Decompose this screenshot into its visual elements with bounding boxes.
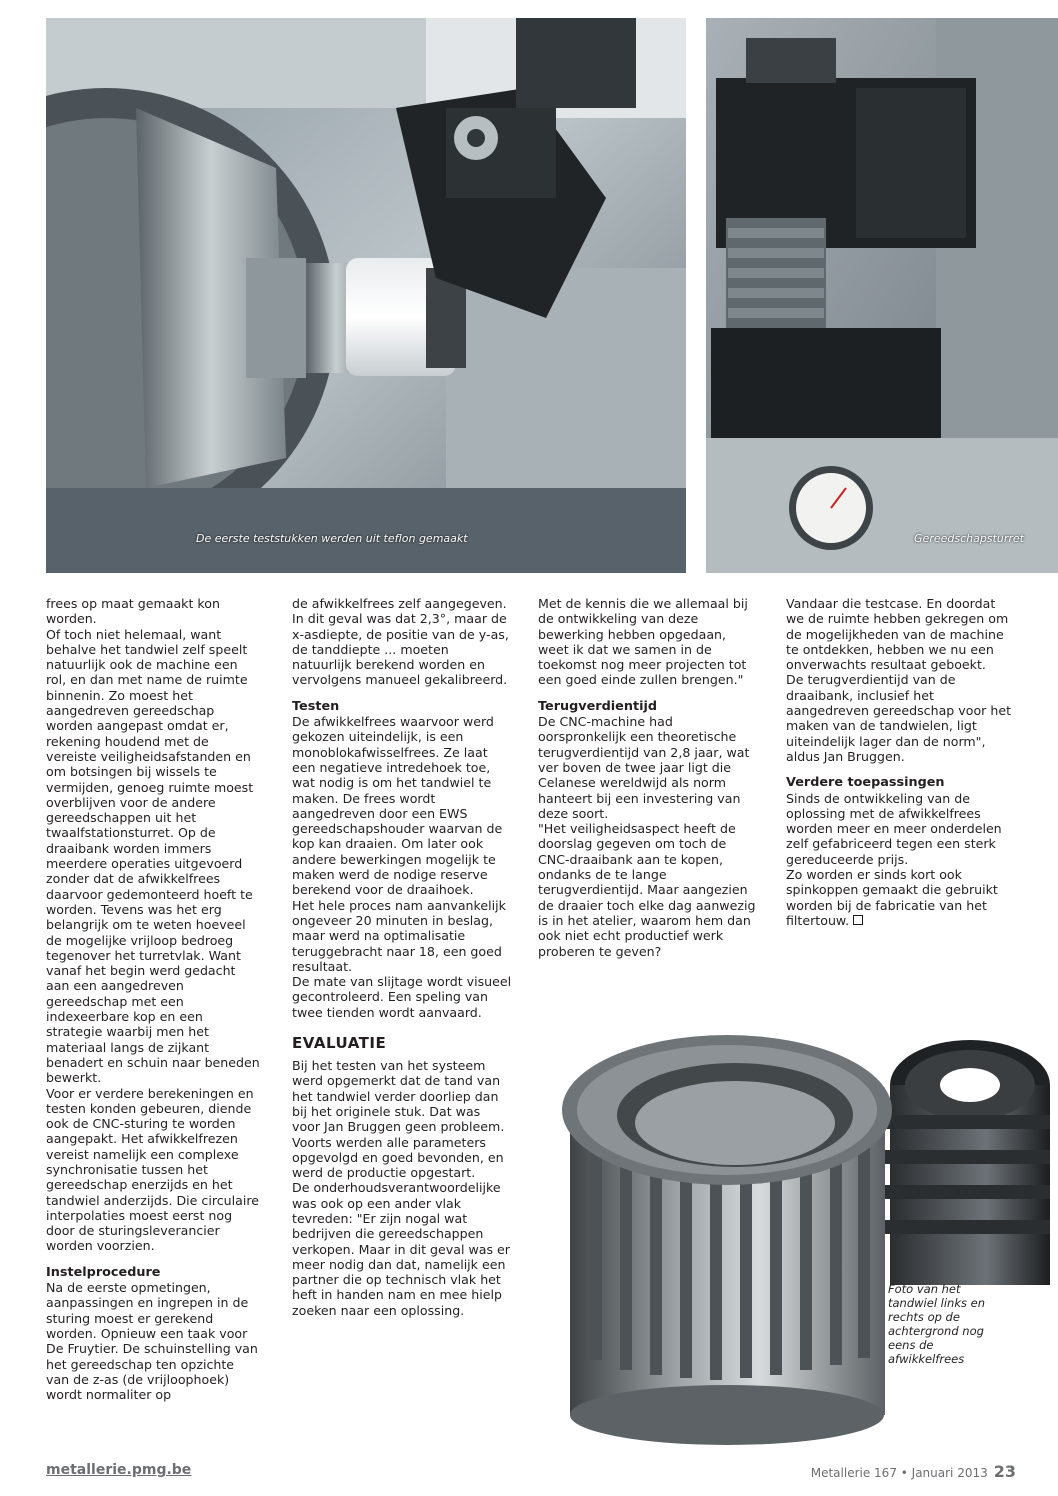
column-2	[292, 596, 512, 1318]
col3-paragraph-2: De CNC-machine had oorspronkelijk een theoretische terugverdientijd van 2,8 jaar, wat ver boven de twee jaar ligt die Celanese wereldwijd als norm hanteert bij een investering van deze soort.	[538, 714, 750, 821]
end-mark-icon	[853, 915, 863, 925]
col4-paragraph-3: Sinds de ontwikkeling van de oplossing met de afwikkelfrees worden meer en meer onderdelen zelf gefabriceerd tegen een sterk gereduceerde prijs.	[786, 790, 1002, 867]
photo-turret-caption: Gereedschapsturret	[914, 532, 1024, 545]
col3-paragraph-1: Met de kennis die we allemaal bij de ontwikkeling van deze bewerking hebben opgedaan, weet ik dat we samen in de toekomst nog meer projecten tot een goed einde zullen brengen."	[538, 596, 748, 688]
col1-paragraph-3: Voor er verdere berekeningen en testen konden gebeuren, diende ook de CNC-sturing te worden aangepakt. Het afwikkelfrezen vereist namelijk een complexe synchronisatie tussen het gereedschap enerzijds en het tandwiel anderzijds. Die circulaire interpolaties moest eerst nog door de sturingsleverancier worden voorzien.	[46, 1085, 260, 1254]
col1-paragraph-4: Na de eerste opmetingen, aanpassingen en ingrepen in de sturing moest er gerekend worden. Opnieuw een taak voor De Fruytier. De schuinstelling van het gereedschap ten opzichte van de z-as (de vrijloophoek) wordt normaliter op	[46, 1280, 258, 1403]
heading-instelprocedure: Instelprocedure	[46, 1264, 161, 1280]
photo-gear	[540, 1005, 1058, 1445]
col2-paragraph-2: De afwikkelfrees waarvoor werd gekozen uiteindelijk, is een monoblokafwisselfrees. Ze laat een negatieve intredehoek toe, wat nodig is om het tandwiel te maken. De frees wordt aangedreven door een EWS gereedschapshouder waarvan de kop kan draaien. Om later ook andere bewerkingen mogelijk te maken werd de nodige reserve berekend voor de draaihoek.	[292, 714, 503, 898]
lathe-chuck-photo	[46, 18, 686, 573]
heading-verdere-toepassingen: Verdere toepassingen	[786, 775, 945, 791]
col1-paragraph-1: frees op maat gemaakt kon worden.	[46, 596, 220, 627]
gear-photo	[540, 1005, 1058, 1445]
col2-paragraph-5: Bij het testen van het systeem werd opgemerkt dat de tand van het tandwiel verder doorliep dan bij het originele stuk. Dat was voor Jan Bruggen geen probleem. Voorts werden alle parameters opgevolgd en goed bevonden, en werd de productie opgestart.	[292, 1058, 505, 1181]
col2-paragraph-4: De mate van slijtage wordt visueel gecontroleerd. Een speling van twee tienden wordt aanvaard.	[292, 974, 512, 1020]
photo-lathe	[46, 18, 686, 573]
col4-paragraph-4: Zo worden er sinds kort ook spinkoppen gemaakt die gebruikt worden bij de fabricatie van het filtertouw.	[786, 867, 998, 928]
col4-paragraph-2: De terugverdientijd van de draaibank, inclusief het aangedreven gereedschap voor het maken van de tandwielen, ligt uiteindelijk lager dan de norm", aldus Jan Bruggen.	[786, 672, 1012, 764]
column-1	[46, 596, 261, 1402]
photo-gear-caption: Foto van het tandwiel links en rechts op de achtergrond nog eens de afwikkelfrees	[888, 1282, 986, 1366]
col1-paragraph-2: Of toch niet helemaal, want behalve het tandwiel zelf speelt natuurlijk ook de machine een rol, en dan met name de ruimte binnenin. Zo moest het aangedreven gereedschap worden aangepast omdat er, rekening houdend met de vereiste veiligheidsafstanden en om botsingen bij wissels te vermijden, genoeg ruimte moest overblijven voor de andere gereedschappen uit het twaalfstationsturret. Op de draaibank worden immers meerdere operaties uitgevoerd zonder dat de afwikkelfrees daarvoor gedemonteerd hoeft te worden. Tevens was het erg belangrijk om te weten hoeveel de mogelijke vrijloop bedroeg tegenover het turretvlak. Want vanaf het begin werd gedacht aan een aangedreven gereedschap met een indexeerbare kop en een strategie waarbij men het materiaal langs de zijkant benadert en schuin naar beneden bewerkt.	[46, 626, 260, 1086]
col3-paragraph-3: "Het veiligheidsaspect heeft de doorslag gegeven om toch de CNC-draaibank aan te kopen, ondanks de te lange terugverdientijd. Maar aangezien de draaier toch elke dag aanwezig is in het atelier, waarom hem dan ook niet echt productief werk proberen te geven?	[538, 821, 756, 959]
heading-terugverdientijd: Terugverdientijd	[538, 698, 658, 714]
heading-testen: Testen	[292, 698, 340, 714]
turret-photo	[706, 18, 1058, 573]
photo-turret	[706, 18, 1058, 573]
page-number: 23	[993, 1462, 1016, 1481]
col2-paragraph-1: de afwikkelfrees zelf aangegeven. In dit geval was dat 2,3°, maar de x-asdiepte, de positie van de y-as, de tanddiepte ... moeten natuurlijk berekend worden en vervolgens manueel gekalibreerd.	[292, 596, 509, 688]
heading-evaluatie: EVALUATIE	[292, 1034, 387, 1053]
photo-lathe-caption: De eerste teststukken werden uit teflon gemaakt	[196, 532, 468, 545]
col2-paragraph-3: Het hele proces nam aanvankelijk ongeveer 20 minuten in beslag, maar werd na optimalisatie teruggebracht naar 18, een goed resultaat.	[292, 897, 506, 974]
col4-paragraph-1: Vandaar die testcase. En doordat we de ruimte hebben gekregen om de mogelijkheden van de machine te ontdekken, hebben we nu een onverwachts resultaat geboekt.	[786, 596, 1009, 673]
footer-issue	[811, 1462, 1016, 1481]
footer-issue-text: Metallerie 167 • Januari 2013	[810, 1466, 988, 1480]
footer-url-link[interactable]: metallerie.pmg.be	[46, 1462, 192, 1478]
column-4	[786, 596, 1011, 928]
col2-paragraph-6: De onderhoudsverantwoordelijke was ook op een ander vlak tevreden: "Er zijn nogal wat bedrijven die gereedschappen verkopen. Maar in dit geval was er meer nodig dan dat, namelijk een partner die op technisch vlak het heft in handen nam en mee hielp zoeken naar een oplossing.	[292, 1180, 510, 1318]
column-3	[538, 596, 758, 959]
